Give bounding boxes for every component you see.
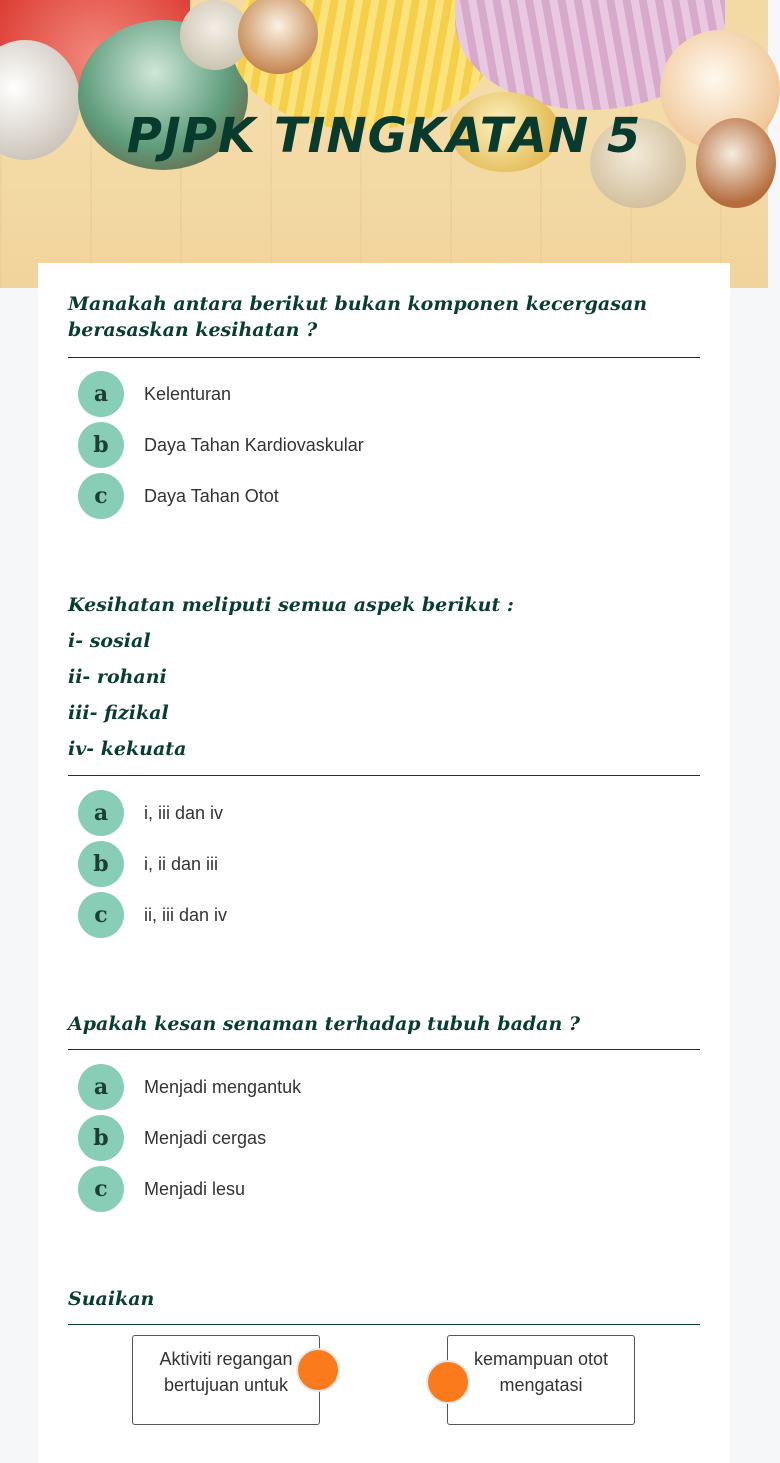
- match-left-item[interactable]: Aktiviti regangan bertujuan untuk: [132, 1335, 320, 1425]
- option-letter: a: [78, 1064, 124, 1110]
- option-2c[interactable]: [78, 892, 227, 938]
- option-letter: b: [78, 422, 124, 468]
- match-right-item[interactable]: kemampuan otot mengatasi: [447, 1335, 635, 1425]
- match-left-connector[interactable]: [296, 1348, 340, 1392]
- header-banner: [0, 0, 768, 288]
- option-text: Daya Tahan Kardiovaskular: [144, 434, 364, 455]
- option-letter: c: [78, 1166, 124, 1212]
- option-text: Menjadi mengantuk: [144, 1076, 302, 1097]
- option-2b[interactable]: [78, 841, 218, 887]
- question-4: [68, 1286, 700, 1325]
- option-letter: a: [78, 371, 124, 417]
- match-right-connector[interactable]: [426, 1360, 470, 1404]
- question-title: Apakah kesan senaman terhadap tubuh badan ?: [68, 1013, 581, 1035]
- divider: [68, 775, 700, 776]
- option-2a[interactable]: [78, 790, 223, 836]
- divider: [68, 357, 700, 358]
- question-line: iv- kekuata: [68, 738, 187, 760]
- option-3b[interactable]: [78, 1115, 266, 1161]
- option-text: Menjadi lesu: [144, 1178, 246, 1199]
- page-title: PJPK TINGKATAN 5: [126, 108, 642, 164]
- question-1: [68, 291, 700, 358]
- divider: [68, 1049, 700, 1050]
- option-1c[interactable]: [78, 473, 279, 519]
- option-letter: b: [78, 841, 124, 887]
- question-3: [68, 1011, 700, 1050]
- option-letter: c: [78, 473, 124, 519]
- question-title: Suaikan: [68, 1288, 155, 1310]
- option-text: ii, iii dan iv: [144, 904, 228, 925]
- worksheet-card: [38, 263, 730, 1463]
- divider: [68, 1324, 700, 1325]
- question-line: ii- rohani: [68, 666, 167, 688]
- option-1a[interactable]: [78, 371, 231, 417]
- question-title: Manakah antara berikut bukan komponen kecergasan berasaskan kesihatan ?: [68, 293, 648, 341]
- option-1b[interactable]: [78, 422, 364, 468]
- option-text: Menjadi cergas: [144, 1127, 267, 1148]
- question-title: Kesihatan meliputi semua aspek berikut :: [68, 594, 514, 616]
- option-letter: a: [78, 790, 124, 836]
- option-3a[interactable]: [78, 1064, 301, 1110]
- option-text: Kelenturan: [144, 383, 232, 404]
- option-text: i, ii dan iii: [144, 853, 219, 874]
- option-letter: b: [78, 1115, 124, 1161]
- question-line: i- sosial: [68, 630, 151, 652]
- option-text: Daya Tahan Otot: [144, 485, 279, 506]
- question-line: iii- fizikal: [68, 702, 169, 724]
- option-text: i, iii dan iv: [144, 802, 224, 823]
- option-letter: c: [78, 892, 124, 938]
- question-2: [68, 587, 700, 776]
- option-3c[interactable]: [78, 1166, 245, 1212]
